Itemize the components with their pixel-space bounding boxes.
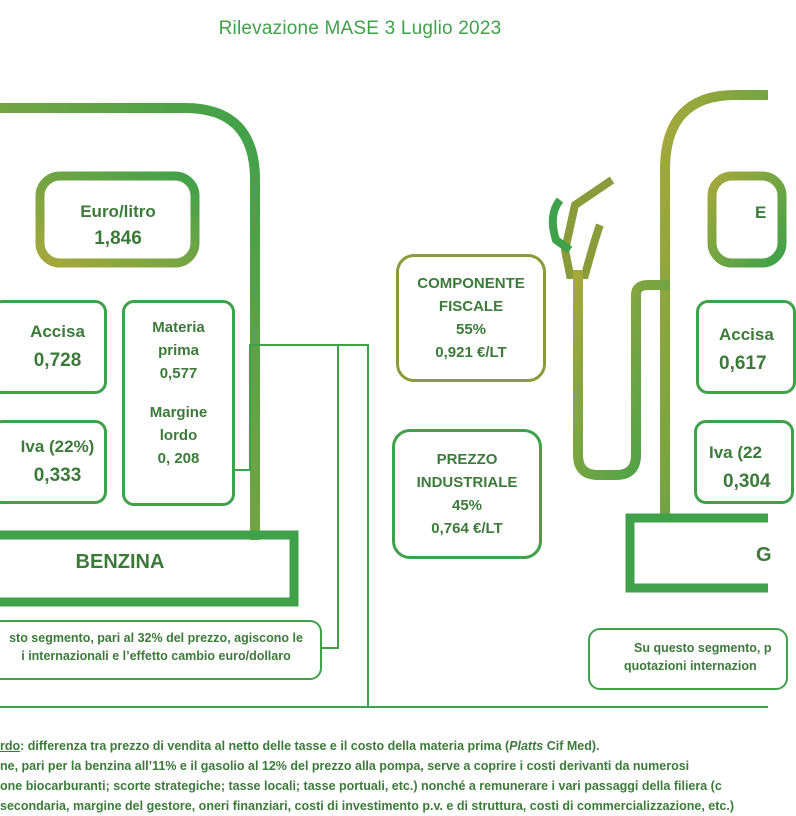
gasolio-accisa-value: 0,617 <box>719 353 767 374</box>
industriale-value: 0,764 €/LT <box>431 520 503 537</box>
gasolio-note-box <box>588 628 788 690</box>
gasolio-iva-box <box>694 420 794 504</box>
benzina-industriale-box <box>122 300 235 506</box>
benzina-iva-value: 0,333 <box>33 465 82 486</box>
benzina-iva-label: Iva (22%) <box>20 437 95 456</box>
benzina-price <box>44 196 192 256</box>
benzina-accisa-value: 0,728 <box>33 350 82 371</box>
prezzo-industriale-box <box>392 429 542 559</box>
industriale-line1: PREZZO <box>436 451 498 468</box>
benzina-accisa-box <box>0 300 107 394</box>
gasolio-accisa-box <box>696 300 796 394</box>
gasolio-iva-value: 0,304 <box>723 471 771 492</box>
footer-line1-italic: Platts <box>509 739 544 753</box>
benzina-accisa-label: Accisa <box>30 322 85 341</box>
benzina-iva-box <box>0 420 107 504</box>
benzina-note-line1: sto segmento, pari al 32% del prezzo, agiscono le <box>9 631 303 645</box>
nozzle-icon <box>565 180 612 275</box>
footer-line1-text: : differenza tra prezzo di vendita al netto delle tasse e il costo della materia prima ( <box>20 739 510 753</box>
page-title: Rilevazione MASE 3 Luglio 2023 <box>218 18 502 39</box>
footer-line3: one biocarburanti; scorte strategiche; tasse locali; tasse portuali, etc.) nonché a remunerare i vari passaggi della filiera (c <box>0 779 722 793</box>
footer-line4: secondaria, margine del gestore, oneri finanziari, costi di investimento p.v. e di struttura, costi di commercializzazione, etc.) <box>0 799 734 813</box>
gasolio-accisa-label: Accisa <box>719 325 774 344</box>
fiscale-pct: 55% <box>455 321 487 338</box>
gasolio-note-line2: quotazioni internazion <box>624 659 757 673</box>
benzina-margine-value: 0, 208 <box>157 450 200 467</box>
benzina-note-box <box>0 620 322 680</box>
benzina-materia-label-1: Materia <box>152 319 205 336</box>
industriale-line2: INDUSTRIALE <box>416 474 518 491</box>
benzina-materia-value: 0,577 <box>159 365 198 382</box>
hose <box>578 270 670 475</box>
gasolio-price-label: E <box>755 203 767 222</box>
benzina-price-label: Euro/litro <box>80 202 156 221</box>
gasolio-iva-label: Iva (22 <box>709 443 762 462</box>
footer-line1 <box>0 708 768 756</box>
gasolio-base <box>630 518 768 588</box>
fiscale-value: 0,921 €/LT <box>435 344 507 361</box>
fiscale-line1: COMPONENTE <box>417 275 525 292</box>
componente-fiscale-box <box>396 254 546 382</box>
footer-notes <box>0 706 768 813</box>
fiscale-line2: FISCALE <box>438 298 504 315</box>
footer-line1-end: Cif Med). <box>543 739 600 753</box>
benzina-price-value: 1,846 <box>94 228 142 249</box>
benzina-margine-label-1: Margine <box>149 404 208 421</box>
benzina-note-line2: i internazionali e l’effetto cambio euro/dollaro <box>21 649 291 663</box>
gasolio-note-line1: Su questo segmento, p <box>634 641 772 655</box>
footer-line2: ne, pari per la benzina all’11% e il gasolio al 12% del prezzo alla pompa, serve a coprire i costi derivanti da numerosi <box>0 759 690 773</box>
gasolio-fuel-name: G <box>756 544 772 566</box>
benzina-margine-label-2: lordo <box>159 427 198 444</box>
footer-term: rdo <box>0 739 21 753</box>
industriale-pct: 45% <box>451 497 483 514</box>
benzina-materia-label-2: prima <box>158 342 199 359</box>
benzina-fuel-name: BENZINA <box>75 551 165 573</box>
gasolio-display-frame <box>712 176 782 263</box>
